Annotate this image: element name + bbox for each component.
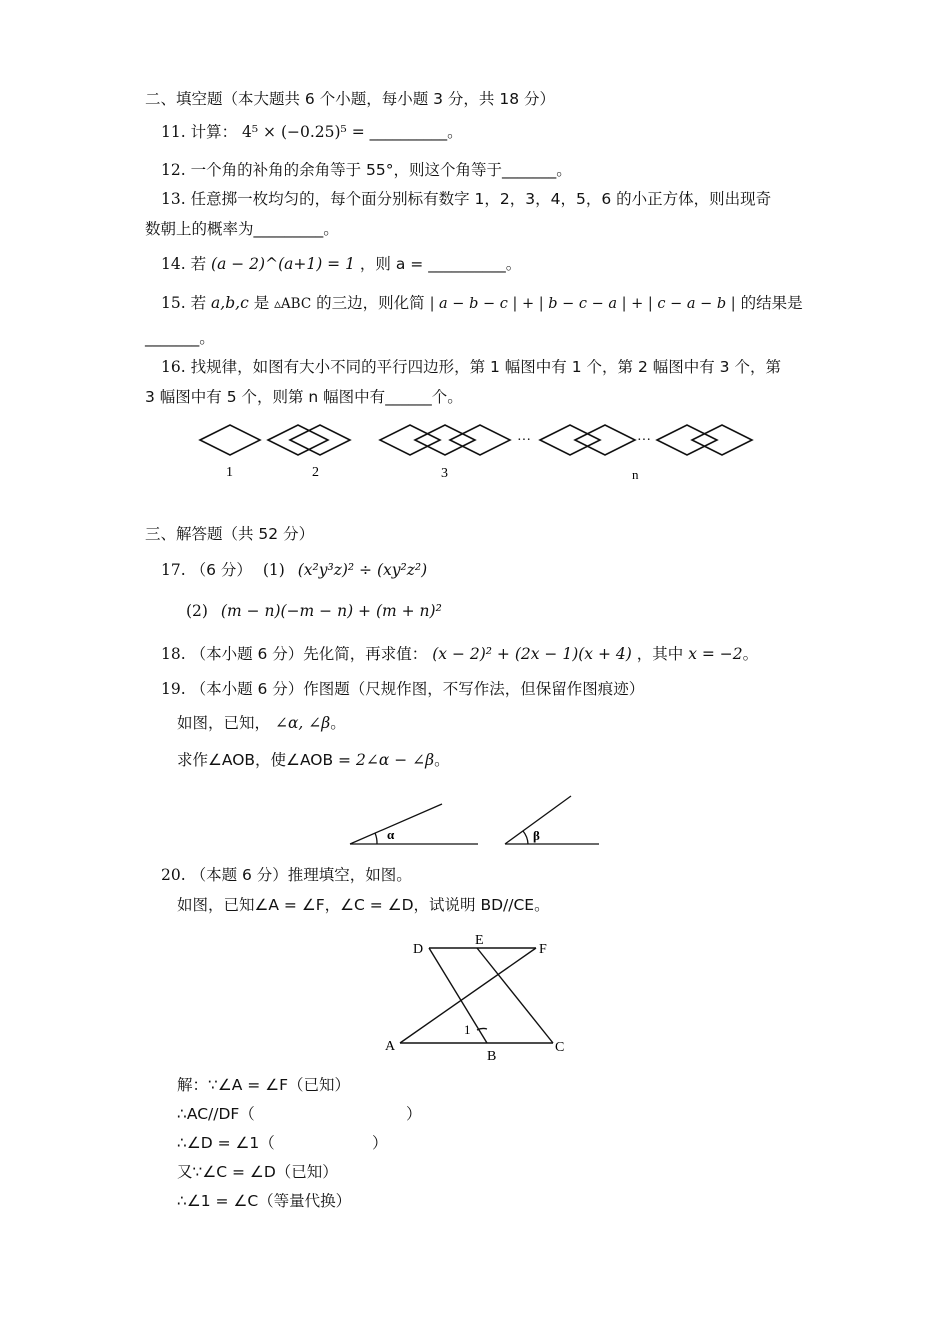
q11-blank[interactable]: __________ xyxy=(369,123,448,141)
q14-expr: (a − 2)^(a+1) = 1 xyxy=(211,255,355,273)
q12-end: 。 xyxy=(556,161,572,179)
q15-blank[interactable]: _______ xyxy=(145,329,200,347)
diamond-fig4-b xyxy=(575,425,635,455)
q15-vars: a,b,c xyxy=(211,294,249,312)
question-20-given: 如图，已知∠A = ∠F，∠C = ∠D，试说明 BD//CE。 xyxy=(177,896,550,914)
question-19-given xyxy=(177,715,346,733)
q14-blank[interactable]: __________ xyxy=(428,255,506,273)
q12-blank[interactable]: _______ xyxy=(502,161,557,179)
question-13-line1 xyxy=(161,191,771,209)
q13-line1: 任意掷一枚均匀的，每个面分别标有数字 1，2，3，4，5，6 的小正方体，则出现奇 xyxy=(190,190,772,208)
q15-triangle: ▵ABC xyxy=(274,296,312,312)
q16-num: 16. xyxy=(161,358,186,376)
alpha-arc xyxy=(375,833,377,844)
diamond-fig1 xyxy=(200,425,260,455)
q20-step-1: 解：∵∠A = ∠F（已知） xyxy=(177,1076,351,1094)
question-12 xyxy=(161,162,572,180)
pattern-label-n: n xyxy=(632,467,639,482)
pattern-dots-1: ··· xyxy=(517,433,531,448)
q12-num: 12. xyxy=(161,161,186,179)
q13-line2: 数朝上的概率为 xyxy=(145,220,254,238)
geometry-figure-q20 xyxy=(380,925,570,1070)
question-16-line1 xyxy=(161,359,781,377)
q20-step-5: ∴∠1 = ∠C（等量代换） xyxy=(177,1192,352,1210)
label-B: B xyxy=(487,1049,497,1064)
q15-text: 若 xyxy=(190,294,207,312)
q20-num: 20. xyxy=(161,866,186,884)
parallelogram-pattern-figure xyxy=(195,420,765,486)
question-16-line2 xyxy=(145,389,463,407)
q19-task-expr: 2∠α − ∠β xyxy=(355,751,435,769)
q15-expr: | a − b − c | + | b − c − a | + | c − a − b | xyxy=(429,296,736,312)
section2-title: 二、填空题（本大题共 6 个小题，每小题 3 分，共 18 分） xyxy=(145,90,556,108)
q16-blank[interactable]: ______ xyxy=(385,388,432,406)
question-17-part2 xyxy=(186,603,442,621)
label-C: C xyxy=(555,1040,565,1055)
q15-end: 。 xyxy=(199,329,215,347)
angle-alpha-figure xyxy=(345,798,485,850)
q17-expr2: (m − n)(−m − n) + (m + n)² xyxy=(220,602,442,620)
q19-text: （本小题 6 分）作图题（尺规作图，不写作法，但保留作图痕迹） xyxy=(190,680,645,698)
q18-cond: x = −2 xyxy=(688,645,743,663)
question-17-part1 xyxy=(161,562,427,580)
question-18 xyxy=(161,646,758,664)
q11-expr: 4⁵ × (−0.25)⁵ = xyxy=(242,123,365,141)
q16-end: 个。 xyxy=(431,388,463,406)
q19-task: 求作∠AOB，使∠AOB = xyxy=(177,751,352,769)
q15-text3: 的三边，则化简 xyxy=(316,294,425,312)
q20-step-3-close: ） xyxy=(372,1134,388,1152)
q14-end: 。 xyxy=(505,255,522,273)
q11-text: 计算： xyxy=(190,123,238,141)
question-19-task xyxy=(177,752,450,770)
q15-text4: 的结果是 xyxy=(740,294,803,312)
label-E: E xyxy=(475,933,484,948)
diamond-fig3-c xyxy=(450,425,510,455)
diamond-fig2-b xyxy=(290,425,350,455)
q15-num: 15. xyxy=(161,294,186,312)
q17-expr1: (x²y³z)² ÷ (xy²z²) xyxy=(297,561,428,579)
q11-end: 。 xyxy=(447,123,463,141)
q13-end: 。 xyxy=(323,220,339,238)
q20-text: （本题 6 分）推理填空，如图。 xyxy=(190,866,412,884)
q17-p1: (1) xyxy=(262,561,285,579)
q18-num: 18. xyxy=(161,645,186,663)
q18-end: 。 xyxy=(742,645,759,663)
label-angle-1: 1 xyxy=(464,1022,471,1037)
q16-line1: 找规律，如图有大小不同的平行四边形，第 1 幅图中有 1 个，第 2 幅图中有 3 个，第 xyxy=(190,358,781,376)
q16-line2a: 3 幅图中有 5 个，则第 n 幅图中有 xyxy=(145,388,386,406)
diamond-fig3-b xyxy=(415,425,475,455)
q17-score: （6 分） xyxy=(190,561,252,579)
pattern-label-1: 1 xyxy=(226,465,233,480)
angle-beta-figure xyxy=(500,790,605,850)
diamond-fig5-b xyxy=(692,425,752,455)
pattern-dots-2: ··· xyxy=(637,433,651,448)
q18-text2: ，其中 xyxy=(636,645,684,663)
diamond-fig5-a xyxy=(657,425,717,455)
q17-num: 17. xyxy=(161,561,186,579)
label-A: A xyxy=(385,1039,396,1054)
beta-label: β xyxy=(533,828,540,843)
diamond-fig3-a xyxy=(380,425,440,455)
q18-text: （本小题 6 分）先化简，再求值： xyxy=(190,645,428,663)
q14-num: 14. xyxy=(161,255,186,273)
q18-expr: (x − 2)² + (2x − 1)(x + 4) xyxy=(432,645,632,663)
question-14 xyxy=(161,256,521,274)
pattern-label-2: 2 xyxy=(312,465,319,480)
section3-title: 三、解答题（共 52 分） xyxy=(145,525,315,543)
q13-blank[interactable]: _________ xyxy=(253,220,324,238)
q20-step-4: 又∵∠C = ∠D（已知） xyxy=(177,1163,338,1181)
question-19 xyxy=(161,681,644,699)
question-15 xyxy=(161,295,803,313)
q12-text: 一个角的补角的余角等于 55°，则这个角等于 xyxy=(190,161,502,179)
pattern-label-3: 3 xyxy=(441,466,448,481)
q19-task-end: 。 xyxy=(434,751,450,769)
q19-num: 19. xyxy=(161,680,186,698)
q14-text: 若 xyxy=(190,255,207,273)
q19-given: 如图，已知， xyxy=(177,714,271,732)
question-11 xyxy=(161,124,463,142)
q20-step-3: ∴∠D = ∠1（ xyxy=(177,1134,275,1152)
alpha-ray-upper xyxy=(350,804,442,844)
q15-text2: 是 xyxy=(253,294,270,312)
question-20 xyxy=(161,867,412,885)
q11-num: 11. xyxy=(161,123,186,141)
beta-arc xyxy=(523,831,528,844)
diamond-fig4-a xyxy=(540,425,600,455)
q17-p2: (2) xyxy=(186,602,208,620)
alpha-label: α xyxy=(387,827,395,842)
question-15-line2 xyxy=(145,330,215,348)
q19-given-end: 。 xyxy=(330,714,346,732)
q20-step-2: ∴AC//DF（ xyxy=(177,1105,255,1123)
label-D: D xyxy=(413,942,424,957)
q19-angles: ∠α, ∠β xyxy=(274,714,331,732)
q14-text2: ，则 a = xyxy=(359,255,424,273)
label-F: F xyxy=(539,942,547,957)
q13-num: 13. xyxy=(161,190,186,208)
q20-step-2-close: ） xyxy=(406,1105,422,1123)
question-13-line2 xyxy=(145,221,339,239)
angle-1-arc xyxy=(477,1029,487,1030)
diamond-fig2-a xyxy=(268,425,328,455)
